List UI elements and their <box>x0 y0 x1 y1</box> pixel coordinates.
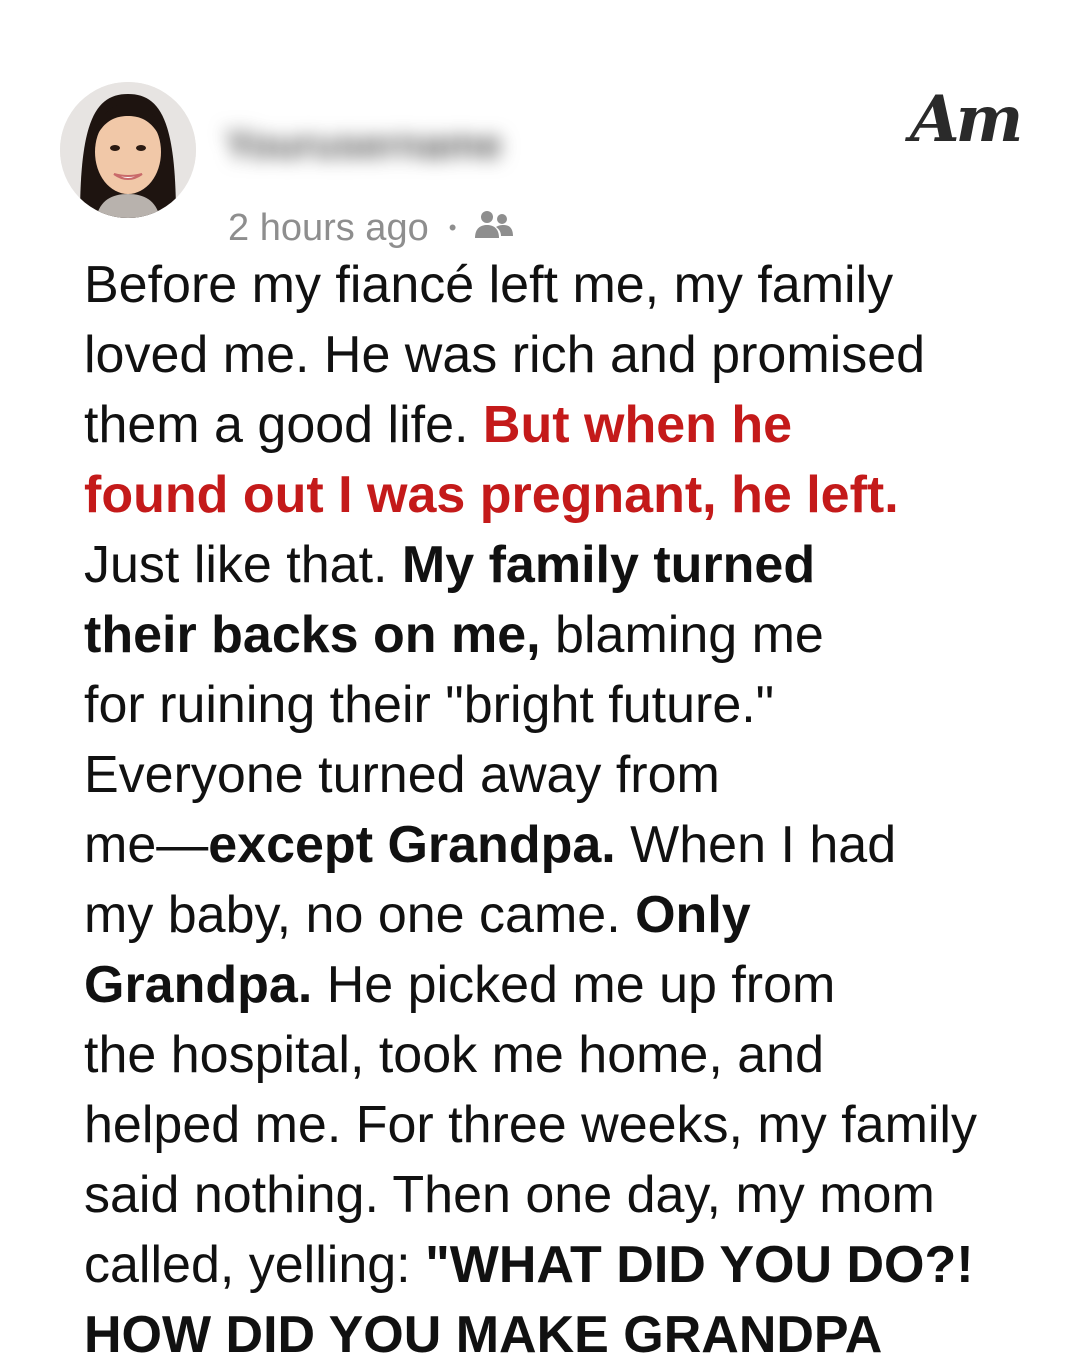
bold-text: Grandpa. <box>84 956 313 1014</box>
post-timestamp[interactable]: 2 hours ago <box>228 206 429 249</box>
post-text-line <box>84 1230 1044 1300</box>
highlighted-text: But when he <box>482 396 793 454</box>
post-text: Everyone turned away from <box>84 746 720 804</box>
post-text-line <box>84 460 1044 530</box>
post-text-line <box>84 1090 1044 1160</box>
post-text-line <box>84 880 1044 950</box>
post-text: my baby, no one came. <box>84 886 636 944</box>
post-text: Before my fiancé left me, my family <box>84 256 894 314</box>
bold-text: "WHAT DID YOU DO?! <box>425 1236 974 1294</box>
post-text: Just like that. <box>84 536 402 594</box>
post-text-line <box>84 1300 1044 1370</box>
post-text: blaming me <box>540 606 824 664</box>
post-text-line <box>84 740 1044 810</box>
post-text-line <box>84 950 1044 1020</box>
logo-text: Am <box>910 82 1020 157</box>
friends-icon <box>472 207 516 250</box>
post-text-line <box>84 530 1044 600</box>
bold-text: My family turned <box>401 536 816 594</box>
bold-text: except Grandpa. <box>208 816 616 874</box>
post-text: When I had <box>615 816 897 874</box>
post-text-line <box>84 390 1044 460</box>
highlighted-text: found out I was pregnant, he left. <box>84 466 899 524</box>
brand-logo[interactable] <box>910 80 1040 160</box>
bold-text: their backs on me, <box>84 606 541 664</box>
post-text: He picked me up from <box>312 956 836 1014</box>
post-meta <box>228 204 516 252</box>
post-text: for ruining their "bright future." <box>84 676 775 734</box>
meta-separator: • <box>448 215 457 240</box>
post-text: helped me. For three weeks, my family <box>84 1096 977 1154</box>
post-text-line <box>84 1020 1044 1090</box>
post-text-line <box>84 250 1044 320</box>
bold-text: HOW DID YOU MAKE GRANDPA <box>84 1306 883 1364</box>
post-text: me— <box>84 816 209 874</box>
author-avatar[interactable] <box>60 82 196 218</box>
post-text-line <box>84 810 1044 880</box>
post-text: said nothing. Then one day, my mom <box>84 1166 935 1224</box>
post-text: loved me. He was rich and promised <box>84 326 926 384</box>
post-body <box>84 250 1044 1370</box>
bold-text: Only <box>635 886 751 944</box>
profile-photo <box>60 82 196 218</box>
post-text: them a good life. <box>84 396 483 454</box>
post-text: the hospital, took me home, and <box>84 1026 825 1084</box>
author-name[interactable]: Yourusername <box>225 123 503 167</box>
post-text-line <box>84 320 1044 390</box>
post-text-line <box>84 670 1044 740</box>
post-text-line <box>84 1160 1044 1230</box>
post-text-line <box>84 600 1044 670</box>
post-text: called, yelling: <box>84 1236 426 1294</box>
